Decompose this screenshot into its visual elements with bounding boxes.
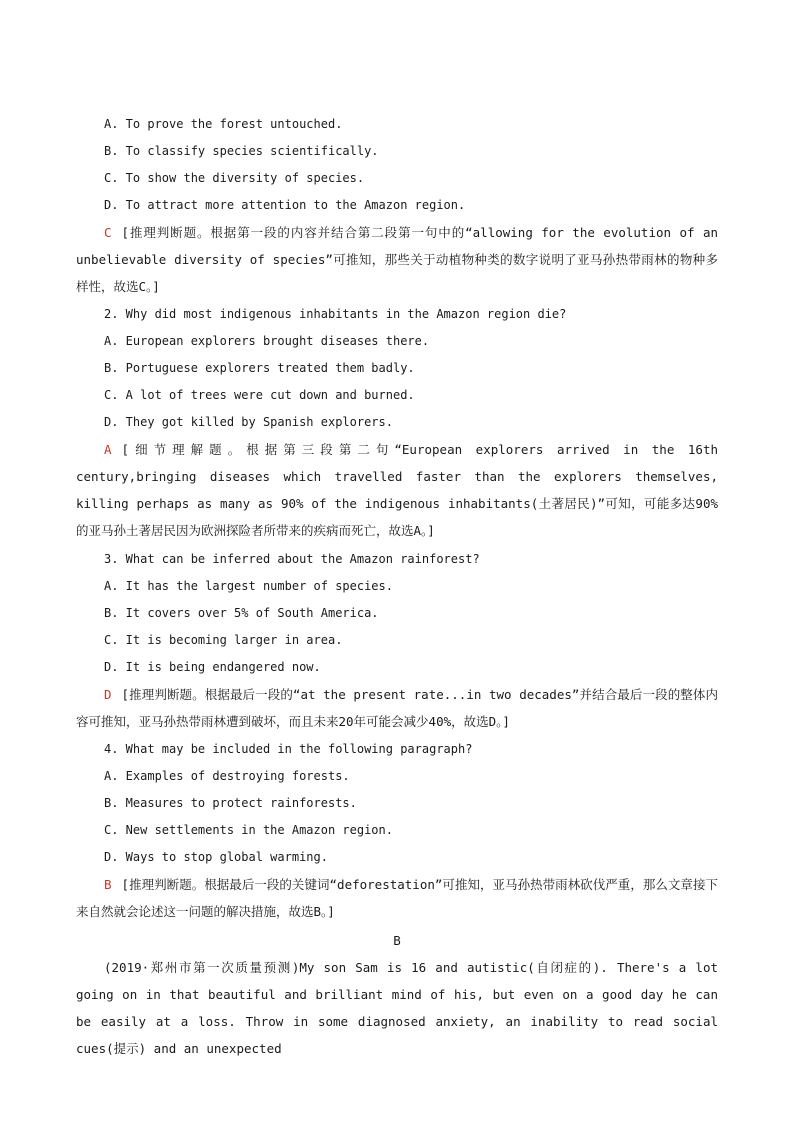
q2-option-c: C. A lot of trees were cut down and burned. <box>104 388 415 402</box>
q4-answer-key: B <box>104 877 112 892</box>
q3-option-b: B. It covers over 5% of South America. <box>104 606 379 620</box>
q3-option-d: D. It is being endangered now. <box>104 660 321 674</box>
q2-question: 2. Why did most indigenous inhabitants in the Amazon region die? <box>104 307 567 321</box>
q4-answer <box>76 871 718 925</box>
q2-option-d: D. They got killed by Spanish explorers. <box>104 415 393 429</box>
q4-option-b: B. Measures to protect rainforests. <box>104 796 357 810</box>
q3-answer-key: D <box>104 687 112 702</box>
q2-answer <box>76 436 718 544</box>
q1-option-c: C. To show the diversity of species. <box>104 171 365 185</box>
q2-option-b: B. Portuguese explorers treated them badly. <box>104 361 415 375</box>
q1-option-b: B. To classify species scientifically. <box>104 144 379 158</box>
q4-option-d: D. Ways to stop global warming. <box>104 850 328 864</box>
q2-option-a: A. European explorers brought diseases there. <box>104 334 430 348</box>
q3-answer <box>76 681 718 735</box>
q1-option-a: A. To prove the forest untouched. <box>104 117 343 131</box>
q2-answer-key: A <box>104 442 112 457</box>
q1-answer-key: C <box>104 225 112 240</box>
q4-question: 4. What may be included in the following paragraph? <box>104 742 473 756</box>
section-b-passage: (2019·郑州市第一次质量预测)My son Sam is 16 and autistic(自闭症的). There's a lot going on in that beautiful and brilliant mind of his, but even on a good day he can be easily at a loss. Throw in some diagnosed anxiety, an inability to read social cues(提示) and an unexpected <box>76 960 718 1056</box>
q3-option-c: C. It is becoming larger in area. <box>104 633 343 647</box>
q1-answer <box>76 219 718 300</box>
q4-explanation: [推理判断题。根据最后一段的关键词“deforestation”可推知，亚马孙热带雨林砍伐严重，那么文章接下来自然就会论述这一问题的解决措施，故选B。] <box>76 877 718 919</box>
q4-option-c: C. New settlements in the Amazon region. <box>104 823 393 837</box>
q1-option-d: D. To attract more attention to the Amazon region. <box>104 198 466 212</box>
section-b-label: B <box>393 933 401 948</box>
q2-explanation: [细节理解题。根据第三段第二句“European explorers arrived in the 16th century,bringing diseases which travelled faster than the explorers themselves, killing perhaps as many as 90% of the indigenous inhabitants(土著居民)”可知，可能多达90%的亚马孙土著居民因为欧洲探险者所带来的疾病而死亡，故选A。] <box>76 442 718 538</box>
q1-explanation: [推理判断题。根据第一段的内容并结合第二段第一句中的“allowing for the evolution of an unbelievable diversity of species”可推知，那些关于动植物种类的数字说明了亚马孙热带雨林的物种多样性，故选C。] <box>76 225 718 294</box>
q4-option-a: A. Examples of destroying forests. <box>104 769 350 783</box>
q3-explanation: [推理判断题。根据最后一段的“at the present rate...in two decades”并结合最后一段的整体内容可推知，亚马孙热带雨林遭到破坏，而且未来20年可能会减少40%，故选D。] <box>76 687 718 729</box>
q3-option-a: A. It has the largest number of species. <box>104 579 393 593</box>
q3-question: 3. What can be inferred about the Amazon rainforest? <box>104 552 480 566</box>
